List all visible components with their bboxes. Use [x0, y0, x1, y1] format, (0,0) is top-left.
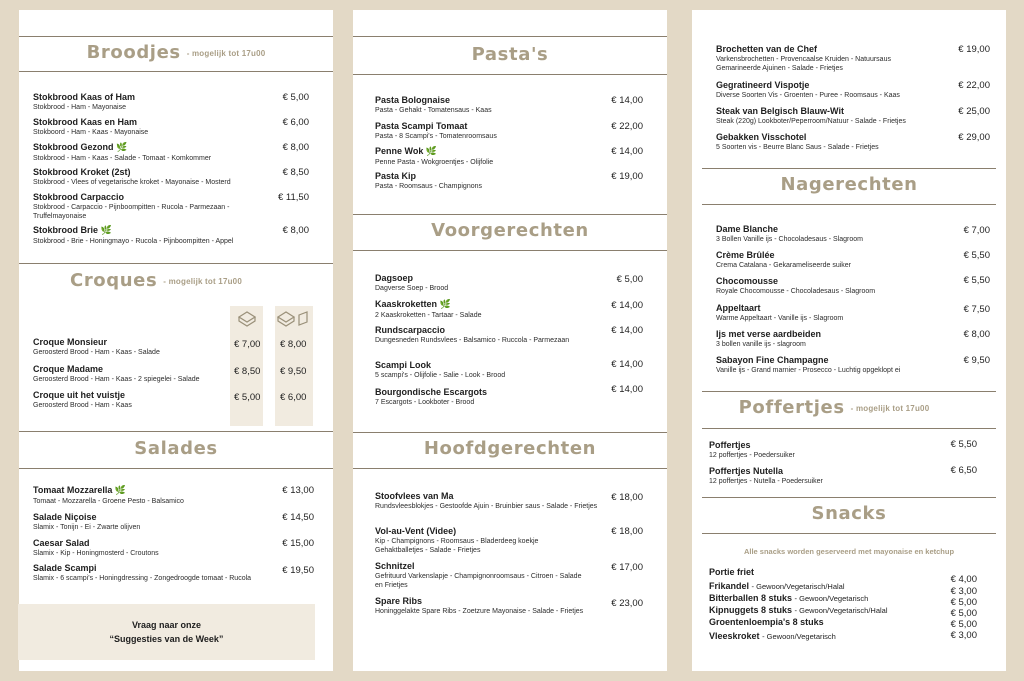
- section-title-pastas: Pasta's: [471, 44, 549, 65]
- menu-item: Stoofvlees van Ma Rundsvleesblokjes - Gestoofde Ajuin - Bruinbier saus - Salade - Frietjes: [375, 491, 598, 510]
- menu-item: Stokbrood Gezond 🌿 Stokbrood - Ham - Kaas - Salade - Tomaat - Komkommer: [33, 142, 212, 162]
- divider: [19, 468, 333, 469]
- menu-item: Pasta Bolognaise Pasta - Gehakt - Tomatensaus - Kaas: [375, 95, 492, 114]
- divider: [702, 497, 996, 498]
- menu-item: Scampi Look 5 scampi's - Olijfolie - Salie - Look - Brood: [375, 360, 506, 379]
- menu-item: Appeltaart Warme Appeltaart - Vanille ijs - Slagroom: [716, 303, 844, 322]
- price: € 9,50: [280, 366, 307, 377]
- section-title-nagerechten: Nagerechten: [780, 174, 918, 195]
- menu-item: Gegratineerd Vispotje Diverse Soorten Vis - Groenten - Puree - Roomsaus - Kaas: [716, 80, 900, 99]
- divider: [353, 468, 667, 469]
- section-title-salades: Salades: [134, 438, 218, 459]
- price: € 5,00: [950, 608, 977, 619]
- divider: [353, 214, 667, 215]
- snack-item: Frikandel - Gewoon/Vegetarisch/Halal: [709, 581, 845, 591]
- price: € 8,00: [282, 225, 309, 236]
- price: € 3,00: [950, 630, 977, 641]
- divider: [353, 36, 667, 37]
- divider: [19, 431, 333, 432]
- price: € 5,00: [234, 392, 261, 403]
- menu-item: Stokbrood Brie 🌿 Stokbrood - Brie - Honingmayo - Rucola - Pijnboompitten - Appel: [33, 225, 234, 245]
- menu-panel-left: [19, 10, 333, 671]
- price: € 18,00: [611, 492, 643, 503]
- section-title-snacks: Snacks: [811, 503, 887, 524]
- price: € 5,50: [950, 439, 977, 450]
- menu-item: Croque Monsieur Geroosterd Brood - Ham - Kaas - Salade: [33, 337, 160, 356]
- price: € 11,50: [278, 192, 309, 203]
- price: € 4,00: [950, 574, 977, 585]
- menu-item: Dame Blanche 3 Bollen Vanille ijs - Chocoladesaus - Slagroom: [716, 224, 863, 243]
- menu-item: Salade Scampi Slamix - 6 scampi's - Honingdressing - Zongedroogde tomaat - Rucola: [33, 563, 252, 582]
- menu-item: Vol-au-Vent (Videe) Kip - Champignons - Roomsaus - Bladerdeeg koekje Gehaktballetjes - Salade - Frietjes: [375, 526, 539, 554]
- price: € 14,00: [611, 384, 643, 395]
- snack-item: Bitterballen 8 stuks - Gewoon/Vegetarisch: [709, 593, 869, 603]
- price: € 19,00: [958, 44, 990, 55]
- price: € 22,00: [958, 80, 990, 91]
- price: € 14,50: [282, 512, 314, 523]
- price: € 22,00: [611, 121, 643, 132]
- price: € 5,00: [950, 619, 977, 630]
- menu-panel-middle: [353, 10, 667, 671]
- section-title-broodjes: Broodjes - mogelijk tot 17u00: [86, 42, 266, 63]
- price: € 5,00: [282, 92, 309, 103]
- menu-item: Spare Ribs Honinggelakte Spare Ribs - Zoetzure Mayonaise - Salade - Frietjes: [375, 596, 584, 615]
- price: € 14,00: [611, 146, 643, 157]
- menu-item: Dagsoep Dagverse Soep - Brood: [375, 273, 449, 292]
- snack-item: Kipnuggets 8 stuks - Gewoon/Vegetarisch/Halal: [709, 605, 888, 615]
- menu-item: Croque uit het vuistje Geroosterd Brood - Ham - Kaas: [33, 390, 132, 409]
- divider: [353, 74, 667, 75]
- menu-item: Croque Madame Geroosterd Brood - Ham - Kaas - 2 spiegelei - Salade: [33, 364, 200, 383]
- section-title-poffertjes: Poffertjes - mogelijk tot 17u00: [738, 397, 930, 418]
- leaf-icon: 🌿: [100, 225, 112, 235]
- menu-item: Kaaskroketten 🌿 2 Kaaskroketten - Tartaar - Salade: [375, 299, 482, 319]
- menu-item: Chocomousse Royale Chocomousse - Chocoladesaus - Slagroom: [716, 276, 876, 295]
- price: € 14,00: [611, 95, 643, 106]
- snack-item: Portie friet: [709, 567, 755, 577]
- price: € 6,50: [950, 465, 977, 476]
- menu-item: Pasta Kip Pasta - Roomsaus - Champignons: [375, 171, 482, 190]
- menu-item: Caesar Salad Slamix - Kip - Honingmosterd - Croutons: [33, 538, 159, 557]
- menu-item: Stokbrood Kroket (2st) Stokbrood - Vlees of vegetarische kroket - Mayonaise - Mosterd: [33, 167, 231, 186]
- snack-item: Vleeskroket - Gewoon/Vegetarisch: [709, 631, 836, 641]
- price: € 17,00: [611, 562, 643, 573]
- divider: [702, 204, 996, 205]
- price: € 15,00: [282, 538, 314, 549]
- menu-item: Ijs met verse aardbeiden 3 bollen vanille ijs - slagroom: [716, 329, 822, 348]
- suggestion-box: Vraag naar onze “Suggesties van de Week”: [18, 604, 315, 660]
- price: € 14,00: [611, 300, 643, 311]
- price: € 29,00: [958, 132, 990, 143]
- menu-item: Stokbrood Kaas of Ham Stokbrood - Ham - Mayonaise: [33, 92, 136, 111]
- section-note: - mogelijk tot 17u00: [850, 403, 930, 413]
- menu-item: Poffertjes Nutella 12 poffertjes - Nutella - Poedersuiker: [709, 466, 823, 485]
- divider: [19, 263, 333, 264]
- divider: [19, 71, 333, 72]
- divider: [353, 250, 667, 251]
- price: € 23,00: [611, 598, 643, 609]
- leaf-icon: 🌿: [114, 485, 127, 495]
- snack-item: Groentenloempia's 8 stuks: [709, 617, 824, 627]
- price: € 8,00: [280, 339, 307, 350]
- leaf-icon: 🌿: [425, 146, 438, 156]
- price: € 8,00: [963, 329, 990, 340]
- price: € 8,00: [282, 142, 309, 153]
- price: € 25,00: [958, 106, 990, 117]
- price: € 5,50: [963, 250, 990, 261]
- divider: [702, 533, 996, 534]
- menu-item: Stokbrood Kaas en Ham Stokboord - Ham - Kaas - Mayonaise: [33, 117, 149, 136]
- menu-item: Brochetten van de Chef Varkensbrochetten - Provencaalse Kruiden - Natuursaus Gemarineerde Ajuinen - Salade - Frietjes: [716, 44, 891, 72]
- menu-item: Pasta Scampi Tomaat Pasta - 8 Scampi's - Tomatenroomsaus: [375, 121, 497, 140]
- divider: [19, 36, 333, 37]
- price: € 7,50: [963, 304, 990, 315]
- menu-panel-right: [692, 10, 1006, 671]
- menu-item: Stokbrood Carpaccio Stokbrood - Carpaccio - Pijnboompitten - Rucola - Parmezaan - Truffelmayonaise: [33, 192, 230, 220]
- snacks-note: Alle snacks worden geserveerd met mayonaise en ketchup: [743, 547, 955, 556]
- menu-item: Salade Niçoise Slamix - Tonijn - Ei - Zwarte olijven: [33, 512, 141, 531]
- divider: [702, 168, 996, 169]
- price: € 7,00: [963, 225, 990, 236]
- menu-item: Crème Brûlée Crema Catalana - Gekarameliseerde suiker: [716, 250, 851, 269]
- price: € 9,50: [963, 355, 990, 366]
- menu-item: Sabayon Fine Champagne Vanille ijs - Grand marnier - Prosecco - Luchtig opgeklopt ei: [716, 355, 901, 374]
- price: € 7,00: [234, 339, 261, 350]
- menu-item: Steak van Belgisch Blauw-Wit Steak (220g) Lookboter/Peperroom/Natuur - Salade - Frietjes: [716, 106, 906, 125]
- price: € 6,00: [280, 392, 307, 403]
- price: € 6,00: [282, 117, 309, 128]
- leaf-icon: 🌿: [116, 142, 128, 152]
- leaf-icon: 🌿: [439, 299, 451, 309]
- section-title-croques: Croques - mogelijk tot 17u00: [70, 270, 242, 291]
- price: € 5,00: [950, 597, 977, 608]
- divider: [353, 432, 667, 433]
- price: € 19,00: [611, 171, 643, 182]
- section-note: - mogelijk tot 17u00: [163, 276, 242, 286]
- menu-item: Poffertjes 12 poffertjes - Poedersuiker: [709, 440, 795, 459]
- menu-item: Rundscarpaccio Dungesneden Rundsvlees - Balsamico - Ruccola - Parmezaan: [375, 325, 570, 344]
- price: € 8,50: [234, 366, 261, 377]
- menu-item: Tomaat Mozzarella 🌿 Tomaat - Mozzarella - Groene Pesto - Balsamico: [33, 485, 184, 505]
- price: € 13,00: [282, 485, 314, 496]
- divider: [702, 391, 996, 392]
- section-title-voorgerechten: Voorgerechten: [431, 220, 589, 241]
- price: € 14,00: [611, 325, 643, 336]
- menu-item: Penne Wok 🌿 Penne Pasta - Wokgroentjes - Olijfolie: [375, 146, 494, 166]
- price: € 14,00: [611, 359, 643, 370]
- price: € 8,50: [282, 167, 309, 178]
- price: € 19,50: [282, 565, 314, 576]
- menu-item: Bourgondische Escargots 7 Escargots - Lookboter - Brood: [375, 387, 488, 406]
- sandwich-icon: [238, 311, 256, 332]
- divider: [702, 428, 996, 429]
- menu-item: Schnitzel Gefrituurd Varkenslapje - Champignonroomsaus - Citroen - Salade en Frietjes: [375, 561, 582, 589]
- price: € 5,50: [963, 275, 990, 286]
- price: € 5,00: [616, 274, 643, 285]
- section-note: - mogelijk tot 17u00: [186, 48, 266, 58]
- section-title-hoofdgerechten: Hoofdgerechten: [423, 438, 597, 459]
- sandwich-icon: [277, 311, 311, 332]
- price: € 3,00: [950, 586, 977, 597]
- menu-item: Gebakken Visschotel 5 Soorten vis - Beurre Blanc Saus - Salade - Frietjes: [716, 132, 879, 151]
- price: € 18,00: [611, 526, 643, 537]
